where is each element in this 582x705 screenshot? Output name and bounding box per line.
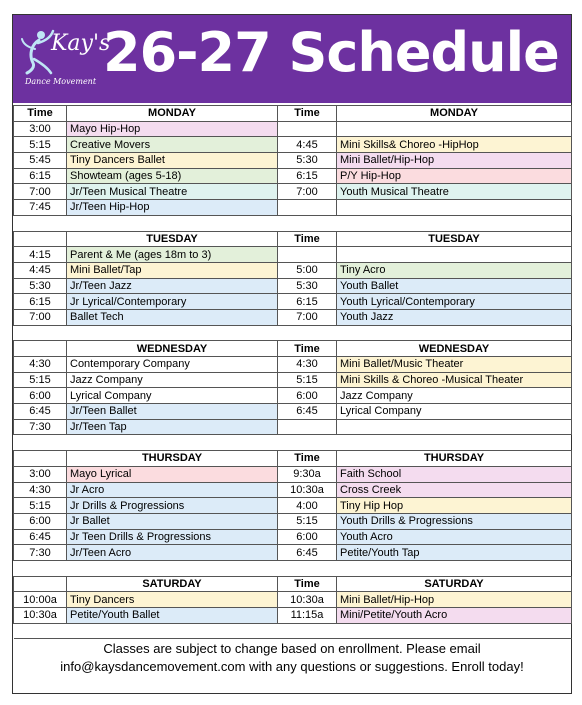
class-cell: Mini Ballet/Hip-Hop bbox=[337, 592, 572, 608]
time-cell: 6:45 bbox=[278, 404, 337, 420]
time-cell: 6:45 bbox=[14, 404, 67, 420]
class-cell: Jr Lyrical/Contemporary bbox=[67, 294, 278, 310]
time-cell: 5:15 bbox=[14, 372, 67, 388]
time-header bbox=[14, 231, 67, 247]
time-cell: 6:00 bbox=[14, 513, 67, 529]
table-row bbox=[14, 278, 572, 294]
day-header-row-monday bbox=[14, 106, 572, 122]
time-cell: 7:30 bbox=[14, 545, 67, 561]
table-row bbox=[14, 200, 572, 216]
class-cell: Jr/Teen Tap bbox=[67, 419, 278, 435]
schedule-sheet bbox=[12, 14, 572, 694]
footer-line-1: Classes are subject to change based on enrollment. Please email bbox=[103, 641, 481, 656]
class-cell: Jr Drills & Progressions bbox=[67, 498, 278, 514]
spacer-cell bbox=[14, 623, 572, 639]
time-header: Time bbox=[14, 106, 67, 122]
time-cell: 10:00a bbox=[14, 592, 67, 608]
time-cell: 4:15 bbox=[14, 247, 67, 263]
time-cell: 6:15 bbox=[278, 294, 337, 310]
time-header bbox=[14, 451, 67, 467]
class-cell: Creative Movers bbox=[67, 137, 278, 153]
logo-wordmark: Kay's bbox=[51, 31, 111, 56]
day-header-thursday-right: THURSDAY bbox=[337, 451, 572, 467]
table-row bbox=[14, 247, 572, 263]
table-row bbox=[14, 294, 572, 310]
table-row bbox=[14, 137, 572, 153]
time-cell: 4:30 bbox=[278, 357, 337, 373]
day-header-monday-left: MONDAY bbox=[67, 106, 278, 122]
class-cell: Jr/Teen Jazz bbox=[67, 278, 278, 294]
day-header-wednesday-left: WEDNESDAY bbox=[67, 341, 278, 357]
time-cell: 5:30 bbox=[278, 278, 337, 294]
time-header: Time bbox=[278, 451, 337, 467]
class-cell: Tiny Hip Hop bbox=[337, 498, 572, 514]
spacer-cell bbox=[14, 325, 572, 341]
time-cell bbox=[278, 200, 337, 216]
class-cell: Contemporary Company bbox=[67, 357, 278, 373]
time-cell: 6:00 bbox=[14, 388, 67, 404]
time-cell: 6:45 bbox=[14, 529, 67, 545]
class-cell: Mayo Lyrical bbox=[67, 466, 278, 482]
spacer-row bbox=[14, 215, 572, 231]
time-header bbox=[14, 576, 67, 592]
time-cell: 4:45 bbox=[278, 137, 337, 153]
day-header-thursday-left: THURSDAY bbox=[67, 451, 278, 467]
class-cell: Jr/Teen Musical Theatre bbox=[67, 184, 278, 200]
class-cell: Jr Ballet bbox=[67, 513, 278, 529]
class-cell: Jr/Teen Hip-Hop bbox=[67, 200, 278, 216]
class-cell: Parent & Me (ages 18m to 3) bbox=[67, 247, 278, 263]
day-header-monday-right: MONDAY bbox=[337, 106, 572, 122]
footer-line-2: info@kaysdancemovement.com with any questions or suggestions. Enroll today! bbox=[60, 659, 524, 674]
time-header: Time bbox=[278, 106, 337, 122]
day-header-tuesday-right: TUESDAY bbox=[337, 231, 572, 247]
time-header bbox=[14, 341, 67, 357]
time-cell: 5:15 bbox=[14, 498, 67, 514]
table-row bbox=[14, 404, 572, 420]
table-row bbox=[14, 466, 572, 482]
time-cell: 4:00 bbox=[278, 498, 337, 514]
class-cell: Youth Ballet bbox=[337, 278, 572, 294]
class-cell: Lyrical Company bbox=[337, 404, 572, 420]
table-row bbox=[14, 262, 572, 278]
logo-tagline: Dance Movement bbox=[25, 77, 97, 86]
page-title: 26-27 Schedule bbox=[103, 21, 559, 84]
kays-logo bbox=[21, 27, 111, 91]
class-cell: Youth Acro bbox=[337, 529, 572, 545]
table-row bbox=[14, 529, 572, 545]
class-cell bbox=[337, 419, 572, 435]
time-cell: 7:00 bbox=[278, 184, 337, 200]
class-cell: Cross Creek bbox=[337, 482, 572, 498]
time-cell: 10:30a bbox=[14, 608, 67, 624]
time-cell bbox=[278, 419, 337, 435]
class-cell bbox=[337, 200, 572, 216]
class-cell: Youth Lyrical/Contemporary bbox=[337, 294, 572, 310]
time-cell: 5:15 bbox=[14, 137, 67, 153]
footer-note bbox=[13, 640, 571, 676]
dancer-icon bbox=[21, 29, 55, 75]
class-cell bbox=[337, 247, 572, 263]
day-header-saturday-right: SATURDAY bbox=[337, 576, 572, 592]
table-row bbox=[14, 419, 572, 435]
time-cell: 7:30 bbox=[14, 419, 67, 435]
class-cell: P/Y Hip-Hop bbox=[337, 168, 572, 184]
class-cell: Jazz Company bbox=[67, 372, 278, 388]
class-cell: Mini/Petite/Youth Acro bbox=[337, 608, 572, 624]
time-cell: 10:30a bbox=[278, 592, 337, 608]
class-cell: Faith School bbox=[337, 466, 572, 482]
schedule-table bbox=[13, 105, 572, 639]
class-cell: Tiny Acro bbox=[337, 262, 572, 278]
class-cell: Mini Skills& Choreo -HipHop bbox=[337, 137, 572, 153]
time-cell bbox=[278, 247, 337, 263]
time-cell: 4:30 bbox=[14, 357, 67, 373]
class-cell: Mayo Hip-Hop bbox=[67, 121, 278, 137]
day-header-wednesday-right: WEDNESDAY bbox=[337, 341, 572, 357]
time-cell: 11:15a bbox=[278, 608, 337, 624]
table-row bbox=[14, 372, 572, 388]
spacer-cell bbox=[14, 215, 572, 231]
class-cell: Youth Jazz bbox=[337, 309, 572, 325]
class-cell: Ballet Tech bbox=[67, 309, 278, 325]
class-cell: Tiny Dancers Ballet bbox=[67, 153, 278, 169]
time-cell: 6:00 bbox=[278, 388, 337, 404]
table-row bbox=[14, 513, 572, 529]
time-cell: 10:30a bbox=[278, 482, 337, 498]
table-row bbox=[14, 498, 572, 514]
day-header-row-thursday bbox=[14, 451, 572, 467]
time-header: Time bbox=[278, 341, 337, 357]
time-cell: 7:45 bbox=[14, 200, 67, 216]
table-row bbox=[14, 121, 572, 137]
spacer-cell bbox=[14, 435, 572, 451]
day-header-row-saturday bbox=[14, 576, 572, 592]
class-cell: Mini Ballet/Tap bbox=[67, 262, 278, 278]
time-cell: 5:30 bbox=[278, 153, 337, 169]
table-row bbox=[14, 482, 572, 498]
table-row bbox=[14, 184, 572, 200]
class-cell: Jr/Teen Ballet bbox=[67, 404, 278, 420]
header-banner bbox=[13, 15, 571, 103]
time-cell: 6:00 bbox=[278, 529, 337, 545]
table-row bbox=[14, 388, 572, 404]
day-header-saturday-left: SATURDAY bbox=[67, 576, 278, 592]
class-cell: Mini Ballet/Hip-Hop bbox=[337, 153, 572, 169]
class-cell: Petite/Youth Ballet bbox=[67, 608, 278, 624]
table-row bbox=[14, 168, 572, 184]
time-cell: 4:45 bbox=[14, 262, 67, 278]
class-cell: Jr Acro bbox=[67, 482, 278, 498]
time-cell: 5:15 bbox=[278, 372, 337, 388]
time-cell: 7:00 bbox=[278, 309, 337, 325]
time-cell: 3:00 bbox=[14, 121, 67, 137]
class-cell: Youth Drills & Progressions bbox=[337, 513, 572, 529]
time-cell: 7:00 bbox=[14, 184, 67, 200]
table-row bbox=[14, 357, 572, 373]
day-header-row-tuesday bbox=[14, 231, 572, 247]
class-cell: Jr/Teen Acro bbox=[67, 545, 278, 561]
table-row bbox=[14, 153, 572, 169]
time-cell: 6:15 bbox=[14, 168, 67, 184]
table-row bbox=[14, 592, 572, 608]
day-header-row-wednesday bbox=[14, 341, 572, 357]
class-cell: Jr Teen Drills & Progressions bbox=[67, 529, 278, 545]
time-cell bbox=[278, 121, 337, 137]
time-header: Time bbox=[278, 231, 337, 247]
time-cell: 3:00 bbox=[14, 466, 67, 482]
time-cell: 6:15 bbox=[14, 294, 67, 310]
time-cell: 7:00 bbox=[14, 309, 67, 325]
time-header: Time bbox=[278, 576, 337, 592]
table-row bbox=[14, 309, 572, 325]
time-cell: 5:15 bbox=[278, 513, 337, 529]
day-header-tuesday-left: TUESDAY bbox=[67, 231, 278, 247]
class-cell: Mini Skills & Choreo -Musical Theater bbox=[337, 372, 572, 388]
class-cell: Tiny Dancers bbox=[67, 592, 278, 608]
time-cell: 9:30a bbox=[278, 466, 337, 482]
spacer-row bbox=[14, 623, 572, 639]
table-row bbox=[14, 545, 572, 561]
class-cell: Mini Ballet/Music Theater bbox=[337, 357, 572, 373]
spacer-row bbox=[14, 435, 572, 451]
class-cell: Lyrical Company bbox=[67, 388, 278, 404]
time-cell: 6:15 bbox=[278, 168, 337, 184]
time-cell: 6:45 bbox=[278, 545, 337, 561]
class-cell: Youth Musical Theatre bbox=[337, 184, 572, 200]
time-cell: 5:30 bbox=[14, 278, 67, 294]
table-row bbox=[14, 608, 572, 624]
class-cell: Jazz Company bbox=[337, 388, 572, 404]
spacer-row bbox=[14, 325, 572, 341]
class-cell: Petite/Youth Tap bbox=[337, 545, 572, 561]
class-cell bbox=[337, 121, 572, 137]
time-cell: 5:00 bbox=[278, 262, 337, 278]
time-cell: 4:30 bbox=[14, 482, 67, 498]
spacer-row bbox=[14, 560, 572, 576]
spacer-cell bbox=[14, 560, 572, 576]
class-cell: Showteam (ages 5-18) bbox=[67, 168, 278, 184]
time-cell: 5:45 bbox=[14, 153, 67, 169]
